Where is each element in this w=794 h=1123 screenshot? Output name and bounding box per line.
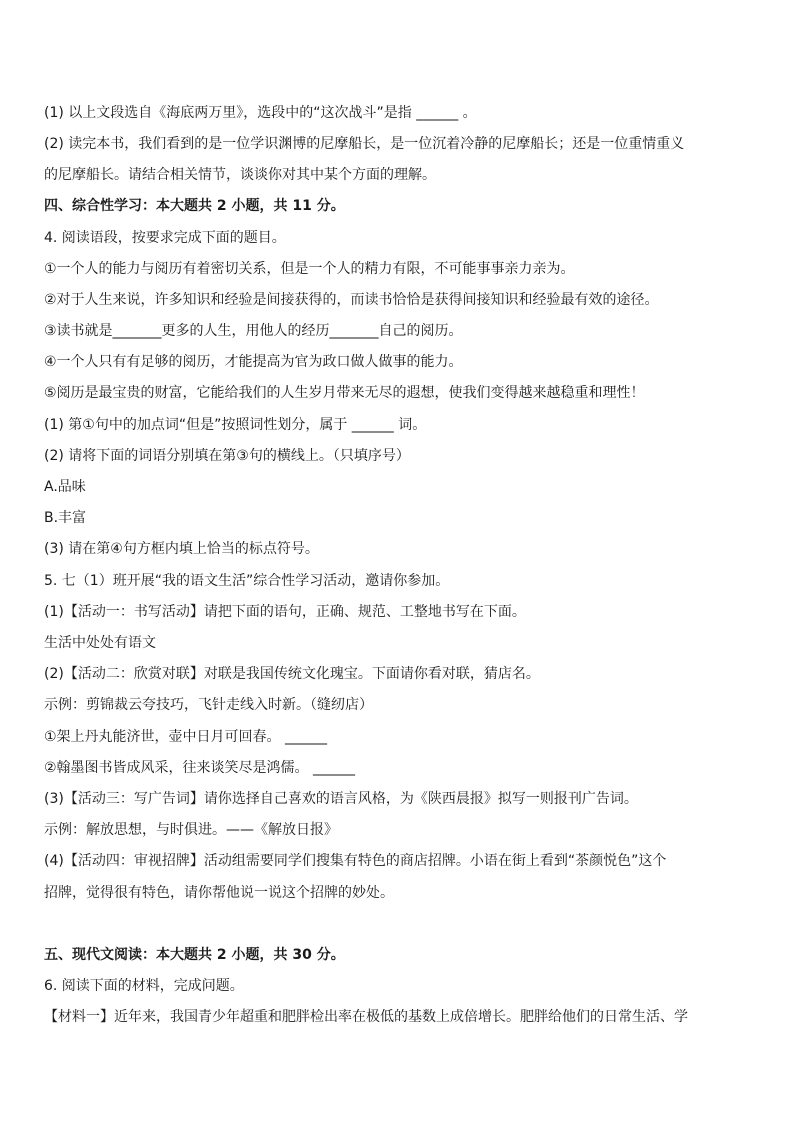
option-a: A.品味 xyxy=(44,479,86,495)
section-5-heading: 五、现代文阅读：本大题共 2 小题，共 30 分。 xyxy=(44,947,345,963)
couplet-2: ②翰墨图书皆成风采，往来谈笑尽是鸿儒。 ______ xyxy=(44,760,355,776)
sentence-5: ⑤阅历是最宝贵的财富，它能给我们的人生岁月带来无尽的遐想，使我们变得越来越稳重和理性！ xyxy=(44,385,645,401)
question-5-title: 5. 七（1）班开展“我的语文生活”综合性学习活动，邀请你参加。 xyxy=(44,573,450,589)
material-1-text: 【材料一】近年来，我国青少年超重和肥胖检出率在极低的基数上成倍增长。肥胖给他们的日常生活、学 xyxy=(44,1009,688,1025)
couplet-1: ①架上丹丸能济世，壶中日月可回春。 ______ xyxy=(44,729,327,745)
question-4-title: 4. 阅读语段，按要求完成下面的题目。 xyxy=(44,230,286,246)
activity-1-phrase: 生活中处处有语文 xyxy=(44,635,156,651)
question-4-1: (1) 第①句中的加点词“但是”按照词性划分，属于 ______ 词。 xyxy=(44,417,427,433)
activity-2-example: 示例：剪锦裁云夸技巧，飞针走线入时新。（缝纫店） xyxy=(44,697,373,713)
sentence-1: ①一个人的能力与阅历有着密切关系，但是一个人的精力有限，不可能事事亲力亲为。 xyxy=(44,261,575,277)
question-2-line-2: 的尼摩船长。请结合相关情节，谈谈你对其中某个方面的理解。 xyxy=(44,167,436,183)
activity-2: (2)【活动二：欣赏对联】对联是我国传统文化瑰宝。下面请你看对联，猜店名。 xyxy=(44,666,540,682)
activity-4-line-2: 招牌，觉得很有特色，请你帮他说一说这个招牌的妙处。 xyxy=(44,885,394,901)
section-4-heading: 四、综合性学习：本大题共 2 小题，共 11 分。 xyxy=(44,198,345,214)
sentence-3: ③读书就是_______更多的人生，用他人的经历_______自己的阅历。 xyxy=(44,323,463,339)
option-b: B.丰富 xyxy=(44,510,87,526)
activity-1: (1)【活动一：书写活动】请把下面的语句，正确、规范、工整地书写在下面。 xyxy=(44,604,526,620)
question-4-2: (2) 请将下面的词语分别填在第③句的横线上。（只填序号） xyxy=(44,448,410,464)
question-6-title: 6. 阅读下面的材料，完成问题。 xyxy=(44,978,244,994)
activity-3-example: 示例：解放思想，与时俱进。——《解放日报》 xyxy=(44,822,338,838)
question-2-line-1: (2) 读完本书，我们看到的是一位学识渊博的尼摩船长，是一位沉着冷静的尼摩船长；还是一位重情重义 xyxy=(44,136,685,152)
activity-3: (3)【活动三：写广告词】请你选择自己喜欢的语言风格，为《陕西晨报》拟写一则报刊广告词。 xyxy=(44,791,638,807)
sentence-2: ②对于人生来说，许多知识和经验是间接获得的，而读书恰恰是获得间接知识和经验最有效的途径。 xyxy=(44,292,659,308)
sentence-4: ④一个人只有有足够的阅历，才能提高为官为政口做人做事的能力。 xyxy=(44,354,463,370)
question-1-line: (1) 以上文段选自《海底两万里》，选段中的“这次战斗”是指 ______ 。 xyxy=(44,105,477,121)
activity-4-line-1: (4)【活动四：审视招牌】活动组需要同学们搜集有特色的商店招牌。小语在街上看到“茶颜悦色”这个 xyxy=(44,853,667,869)
question-4-3: (3) 请在第④句方框内填上恰当的标点符号。 xyxy=(44,541,319,557)
